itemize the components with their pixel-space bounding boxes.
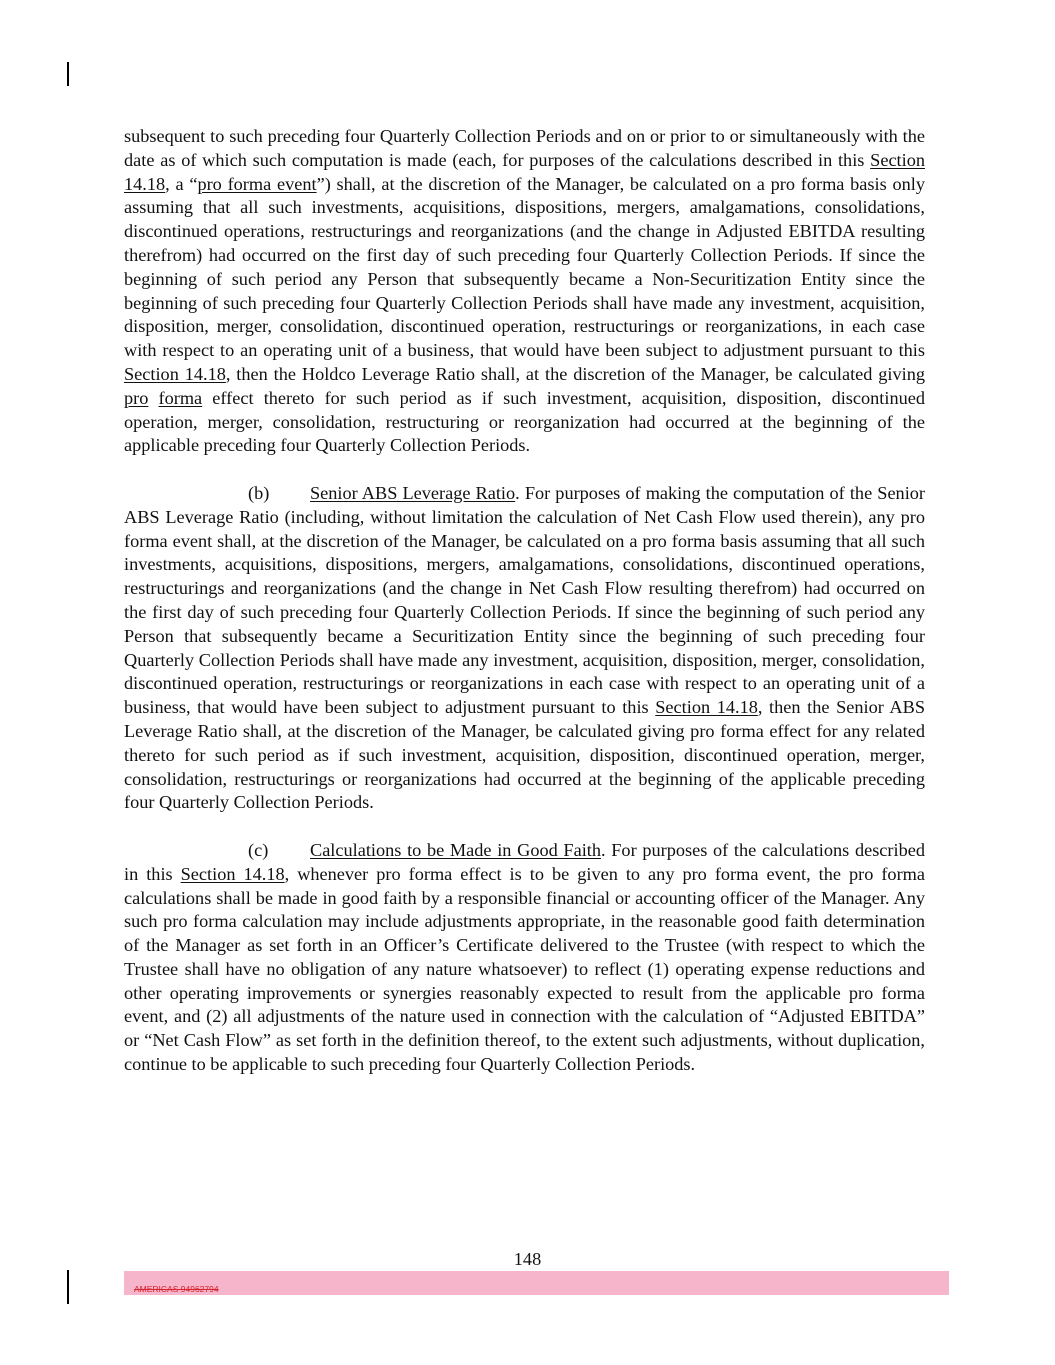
change-bar-bottom (67, 1270, 69, 1304)
section-reference: Section 14.18 (180, 863, 285, 884)
page-number: 148 (513, 1249, 542, 1269)
paragraph-b: (b) Senior ABS Leverage Ratio. For purposes of making the computation of the Senior ABS Leverage Ratio (including, without limitation the calculation of Net Cash Flow used therein), any pro forma event shall, at the discretion of the Manager, be calculated on a pro forma basis assuming that all such investments, acquisitions, dispositions, mergers, amalgamations, consolidations, discontinued operations, restructurings and reorganizations (and the change in Net Cash Flow resulting therefrom) had occurred on the first day of such preceding four Quarterly Collection Periods. If since the beginning of such period any Person that subsequently became a Securitization Entity since the beginning of such preceding four Quarterly Collection Periods shall have made any investment, acquisition, disposition, merger, consolidation, discontinued operation, restructurings or reorganizations in each case with respect to an operating unit of a business, that would have been subject to adjustment pursuant to this Section 14.18, then the Senior ABS Leverage Ratio shall, at the discretion of the Manager, be calculated giving pro forma effect for any related thereto for such period as if such investment, acquisition, disposition, discontinued operation, merger, consolidation, restructurings or reorganizations had occurred at the beginning of the applicable preceding four Quarterly Collection Periods. (124, 482, 926, 813)
section-reference: Section 14.18 (124, 363, 226, 384)
paragraph-heading: Calculations to be Made in Good Faith (310, 839, 602, 860)
document-body (124, 125, 925, 1077)
section-reference: Section 14.18 (124, 149, 925, 194)
change-bar-top (67, 62, 69, 86)
footer-band (124, 1271, 949, 1295)
forma-term: forma (158, 387, 203, 408)
document-reference: AMERICAS 94962794 (134, 1284, 219, 1294)
paragraph-label: (b) (248, 482, 270, 503)
section-reference: Section 14.18 (655, 697, 758, 718)
pro-term: pro (124, 387, 149, 408)
paragraph-a-continuation: subsequent to such preceding four Quarterly Collection Periods and on or prior to or simultaneously with the date as of which such computation is made (each, for purposes of the calculations described in this Section 14.18, a “pro forma event”) shall, at the discretion of the Manager, be calculated on a pro forma basis only assuming that all such investments, acquisitions, dispositions, mergers, amalgamations, consolidations, discontinued operations, restructurings and reorganizations (and the change in Adjusted EBITDA resulting therefrom) had occurred on the first day of such preceding four Quarterly Collection Periods. If since the beginning of such period any Person that subsequently became a Non-Securitization Entity since the beginning of such preceding four Quarterly Collection Periods shall have made any investment, acquisition, disposition, merger, consolidation, discontinued operation, restructurings or reorganizations, in each case with respect to an operating unit of a business, that would have been subject to adjustment pursuant to this Section 14.18, then the Holdco Leverage Ratio shall, at the discretion of the Manager, be calculated giving pro forma effect thereto for such period as if such investment, acquisition, disposition, discontinued operation, merger, consolidation, restructuring or reorganization had occurred at the beginning of the applicable preceding four Quarterly Collection Periods. (124, 126, 925, 456)
paragraph-c: (c) Calculations to be Made in Good Faith. For purposes of the calculations described in this Section 14.18, whenever pro forma effect is to be given to any pro forma event, the pro forma calculations shall be made in good faith by a responsible financial or accounting officer of the Manager. Any such pro forma calculation may include adjustments appropriate, in the reasonable good faith determination of the Manager as set forth in an Officer’s Certificate delivered to the Trustee (with respect to which the Trustee shall have no obligation of any nature whatsoever) to reflect (1) operating expense reductions and other operating improvements or synergies reasonably expected to result from the applicable pro forma event, and (2) all adjustments of the nature used in connection with the calculation of “Adjusted EBITDA” or “Net Cash Flow” as set forth in the definition thereof, to the extent such adjustments, without duplication, continue to be applicable to such preceding four Quarterly Collection Periods. (124, 839, 925, 1075)
paragraph-heading: Senior ABS Leverage Ratio (310, 482, 516, 503)
paragraph-label: (c) (248, 839, 269, 860)
defined-term: pro forma event (197, 173, 317, 194)
